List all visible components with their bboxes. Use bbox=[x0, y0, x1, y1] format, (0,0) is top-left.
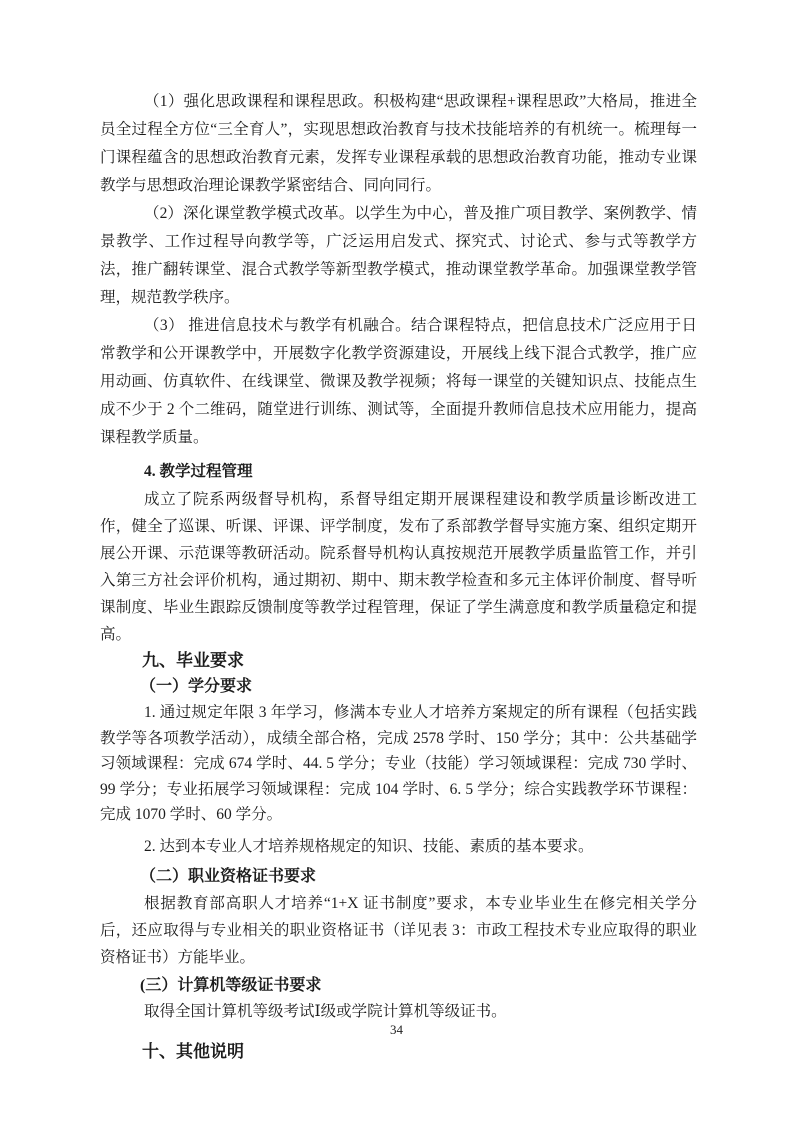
heading-vocational-certificate-requirements: （二）职业资格证书要求 bbox=[140, 867, 317, 885]
para-basic-quality-requirements: 2. 达到本专业人才培养规格规定的知识、技能、素质的基本要求。 bbox=[144, 837, 594, 855]
heading-graduation-requirements: 九、毕业要求 bbox=[142, 651, 244, 670]
para-classroom-teaching-reform: （2）深化课堂教学模式改革。以学生为中心，普及推广项目教学、案例教学、情景教学、工作过程导向教学等，广泛运用启发式、探究式、讨论式、参与式等教学方法，推广翻转课堂、混合式教学等新型教学模式，推动课堂教学革命。加强课堂教学管理，规范教学秩序。 bbox=[100, 205, 697, 306]
para-computer-certificate-details: 取得全国计算机等级考试Ⅰ级或学院计算机等级证书。 bbox=[144, 1002, 507, 1020]
page-number: 34 bbox=[390, 1022, 403, 1037]
heading-computer-certificate-requirements: (三）计算机等级证书要求 bbox=[140, 976, 322, 994]
heading-credit-requirements: （一）学分要求 bbox=[140, 678, 253, 695]
para-ideological-politics: （1）强化思政课程和课程思政。积极构建“思政课程+课程思政”大格局，推进全员全过程全方位“三全育人”，实现思想政治教育与技术技能培养的有机统一。梳理每一门课程蕴含的思想政治教育元素，发挥专业课程承载的思想政治教育功能，推动专业课教学与思想政治理论课教学紧密结合、同向同行。 bbox=[100, 93, 697, 194]
para-supervision-mechanism: 成立了院系两级督导机构，系督导组定期开展课程建设和教学质量诊断改进工作，健全了巡课、听课、评课、评学制度，发布了系部教学督导实施方案、组织定期开展公开课、示范课等教研活动。院系督导机构认真按规范开展教学质量监管工作，并引入第三方社会评价机构，通过期初、期中、期末教学检查和多元主体评价制度、督导听课制度、毕业生跟踪反馈制度等教学过程管理，保证了学生满意度和教学质量稳定和提高。 bbox=[100, 491, 697, 643]
heading-other-notes: 十、其他说明 bbox=[142, 1041, 244, 1061]
para-information-technology-integration: （3） 推进信息技术与教学有机融合。结合课程特点，把信息技术广泛应用于日常教学和公开课教学中，开展数字化教学资源建设，开展线上线下混合式教学，推广应用动画、仿真软件、在线课堂、微课及教学视频；将每一课堂的关键知识点、技能点生成不少于 2 个二维码，随堂进行训练、测试等，全面提升教师信息技术应用能力，提高课程教学质量。 bbox=[100, 317, 697, 446]
para-vocational-certificate-details: 根据教育部高职人才培养“1+X 证书制度”要求，本专业毕业生在修完相关学分后，还应取得与专业相关的职业资格证书（详见表 3：市政工程技术专业应取得的职业资格证书）方能毕业。 bbox=[100, 894, 697, 966]
para-credit-details: 1. 通过规定年限 3 年学习，修满本专业人才培养方案规定的所有课程（包括实践教学等各项教学活动），成绩全部合格，完成 2578 学时、150 学分；其中：公共基础学习领域课程：完成 674 学时、44. 5 学分；专业（技能）学习领域课程：完成 730 学时、99 学分；专业拓展学习领域课程：完成 104 学时、6. 5 学分；综合实践教学环节课程：完成 1070 学时、60 学分。 bbox=[100, 704, 697, 823]
document-content bbox=[100, 88, 697, 1065]
heading-teaching-process-management: 4. 教学过程管理 bbox=[144, 463, 253, 480]
